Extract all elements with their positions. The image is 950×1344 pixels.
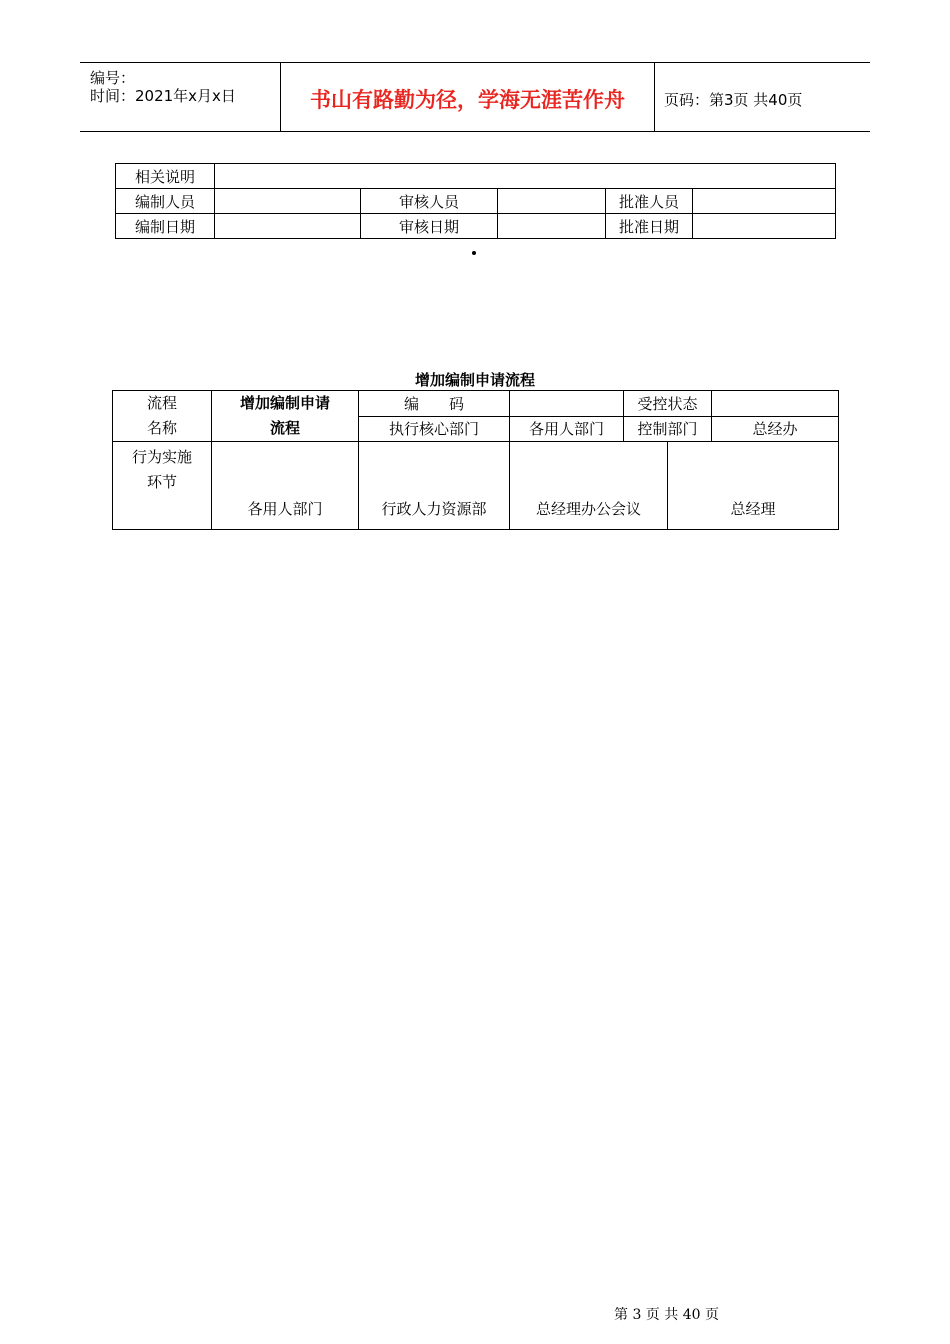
related-notes-label: 相关说明 bbox=[116, 164, 215, 189]
table-row bbox=[116, 164, 836, 189]
prepared-by-value bbox=[215, 189, 361, 214]
user-dept-value: 各用人部门 bbox=[510, 416, 624, 442]
prepared-by-label: 编制人员 bbox=[116, 189, 215, 214]
flow-name-value bbox=[212, 391, 359, 442]
step-hr-admin: 行政人力资源部 bbox=[359, 442, 510, 530]
step-gm-meeting: 总经理办公会议 bbox=[510, 442, 668, 530]
reviewed-date-label: 审核日期 bbox=[361, 214, 498, 239]
table-row bbox=[116, 189, 836, 214]
approved-date-label: 批准日期 bbox=[606, 214, 693, 239]
action-stage-label-line1: 行为实施 bbox=[131, 448, 192, 466]
prepared-date-value bbox=[215, 214, 361, 239]
reviewed-by-value bbox=[498, 189, 606, 214]
flow-name-label-line1: 流程 bbox=[146, 394, 177, 412]
control-dept-label: 控制部门 bbox=[624, 416, 712, 442]
header-center-cell bbox=[281, 63, 655, 131]
document-time-label: 时间：2021年x月x日 bbox=[90, 87, 236, 105]
table-row bbox=[113, 391, 839, 417]
header-page-info: 页码：第3页 共40页 bbox=[664, 91, 803, 109]
control-status-value bbox=[712, 391, 839, 417]
flow-title: 增加编制申请流程 bbox=[414, 371, 535, 389]
action-stage-label-line2: 环节 bbox=[146, 473, 177, 491]
header-left-cell bbox=[80, 63, 281, 131]
flow-name-value-line2: 流程 bbox=[269, 419, 300, 437]
exec-dept-label: 执行核心部门 bbox=[359, 416, 510, 442]
approved-date-value bbox=[693, 214, 836, 239]
related-notes-value bbox=[215, 164, 836, 189]
header-right-cell bbox=[655, 63, 870, 131]
reviewed-date-value bbox=[498, 214, 606, 239]
document-number-label: 编号： bbox=[90, 69, 136, 87]
approval-table bbox=[115, 163, 836, 239]
page-header bbox=[80, 62, 870, 132]
gm-office-value: 总经办 bbox=[712, 416, 839, 442]
action-stage-label bbox=[113, 442, 212, 530]
flow-name-label bbox=[113, 391, 212, 442]
flow-name-label-line2: 名称 bbox=[146, 419, 177, 437]
bullet-dot bbox=[472, 251, 476, 255]
reviewed-by-label: 审核人员 bbox=[361, 189, 498, 214]
prepared-date-label: 编制日期 bbox=[116, 214, 215, 239]
table-row bbox=[113, 442, 839, 530]
control-status-label: 受控状态 bbox=[624, 391, 712, 417]
header-motto: 书山有路勤为径，学海无涯苦作舟 bbox=[310, 88, 625, 112]
step-user-dept: 各用人部门 bbox=[212, 442, 359, 530]
approved-by-value bbox=[693, 189, 836, 214]
code-value bbox=[510, 391, 624, 417]
page-footer: 第 3 页 共 40 页 bbox=[614, 1307, 719, 1323]
code-label: 编 码 bbox=[359, 391, 510, 417]
approved-by-label: 批准人员 bbox=[606, 189, 693, 214]
flow-table bbox=[112, 390, 839, 530]
step-general-manager: 总经理 bbox=[668, 442, 839, 530]
table-row bbox=[116, 214, 836, 239]
flow-name-value-line1: 增加编制申请 bbox=[239, 394, 330, 412]
